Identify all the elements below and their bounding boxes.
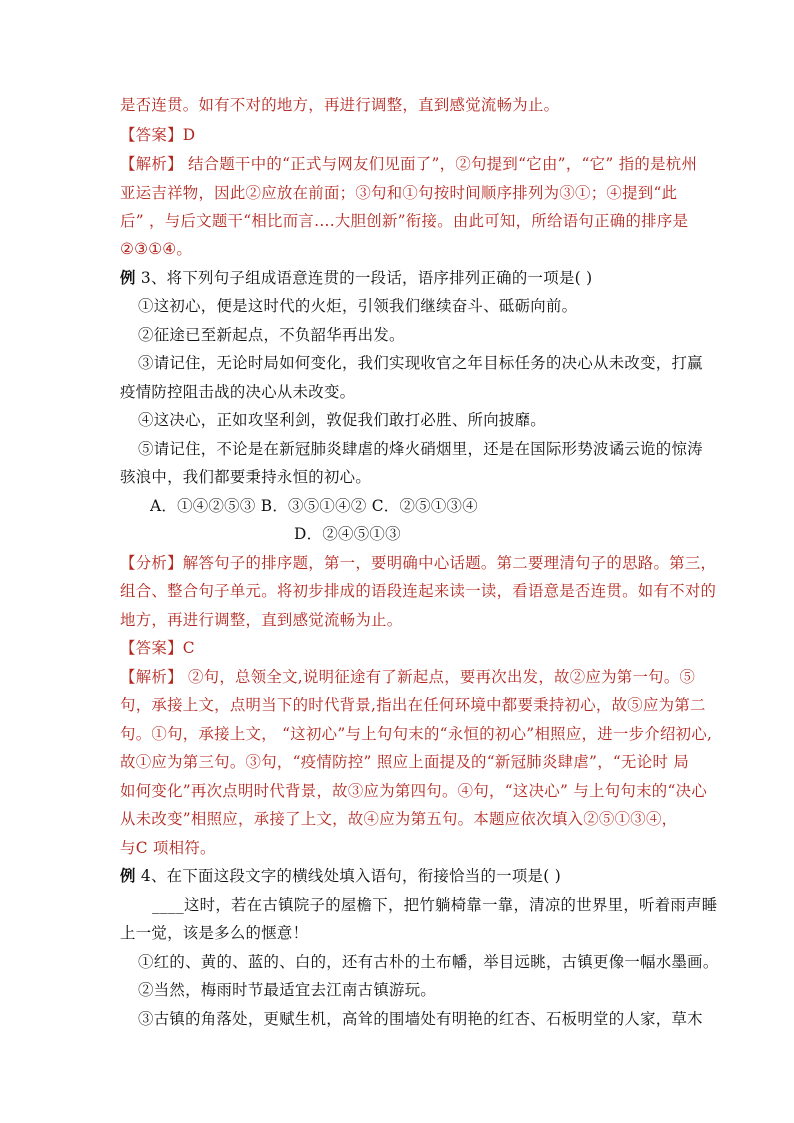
example-label: 例 [120,867,136,885]
passage-line: 上一觉，该是多么的惬意！ [120,924,309,942]
sentence-line: 骇浪中，我们都要秉持永恒的初心。 [120,468,372,486]
jiexi-line: 如何变化”再次点明时代背景，故③应为第四句。④句，“这决心” 与上句句末的“决心 [120,782,708,800]
passage-line: ____这时，若在古镇院子的屋檐下，把竹躺椅靠一靠，清凉的世界里，听着雨声睡 [152,896,718,914]
example-label: 例 [120,269,136,287]
answer-line: 【答案】D [120,126,196,144]
question-line [120,866,561,886]
sentence-line: ④这决心，正如攻坚利剑，敦促我们敢打必胜、所向披靡。 [138,411,546,429]
jiexi-line: 句，承接上文，点明当下的时代背景,指出在任何环境中都要秉持初心，故⑤应为第二 [120,696,706,714]
sentence-line: 疫情防控阻击战的决心从未改变。 [120,383,356,401]
fenxi-line: 【分析】解答句子的排序题，第一，要明确中心话题。第二要理清句子的思路。第三， [120,554,717,572]
sentence-line: ③古镇的角落处，更赋生机，高耸的围墙处有明艳的红杏、石板明堂的人家，草木 [138,1010,703,1028]
answer-line: 【答案】C [120,639,195,657]
jiexi-line: 故①应为第三句。③句，“疫情防控” 照应上面提及的“新冠肺炎肆虐”，“无论时 局 [120,753,690,771]
options-line: A．①④②⑤③ B．③⑤①④② C．②⑤①③④ [150,497,478,515]
jiexi-line: 句。①句，承接上文， “这初心”与上句句末的“永恒的初心”相照应，进一步介绍初心, [120,725,713,743]
sentence-line: ①红的、黄的、蓝的、白的，还有古朴的土布幡，举目远眺，古镇更像一幅水墨画。 [138,953,719,971]
jiexi-line: 亚运吉祥物，因此②应放在前面；③句和①句按时间顺序排列为③①；④提到“此 [120,184,678,202]
jiexi-line: 【解析】 结合题干中的“正式与网友们见面了”，②句提到“它由”，“它” 指的是杭州 [120,155,698,173]
fenxi-line: 组合、整合句子单元。将初步排成的语段连起来读一读，看语意是否连贯。如有不对的 [120,582,717,600]
question-line [120,268,592,288]
jiexi-line: 【解析】 ②句，总领全文,说明征途有了新起点，要再次出发，故②应为第一句。⑤ [120,668,696,686]
question-text: 4、在下面这段文字的横线处填入语句，衔接恰当的一项是( ) [135,867,562,885]
jiexi-line: 后” ，与后文题干“相比而言....大胆创新”衔接。由此可知，所给语句正确的排序是 [120,212,689,230]
jiexi-line: ②③①④。 [120,240,193,258]
fenxi-line: 地方，再进行调整，直到感觉流畅为止。 [120,611,403,629]
jiexi-line: 从未改变”相照应，承接了上文，故④应为第五句。本题应依次填入②⑤①③④， [120,810,678,828]
analysis-end-line: 是否连贯。如有不对的地方，再进行调整，直到感觉流畅为止。 [120,96,560,114]
sentence-line: ②征途已至新起点，不负韶华再出发。 [138,326,405,344]
options-line: D．②④⑤①③ [294,525,401,543]
sentence-line: ②当然，梅雨时节最适宜去江南古镇游玩。 [138,981,437,999]
sentence-line: ⑤请记住，不论是在新冠肺炎肆虐的烽火硝烟里，还是在国际形势波谲云诡的惊涛 [138,440,703,458]
sentence-line: ①这初心，便是这时代的火炬，引领我们继续奋斗、砥砺向前。 [138,297,578,315]
sentence-line: ③请记住，无论时局如何变化，我们实现收官之年目标任务的决心从未改变，打赢 [138,354,703,372]
jiexi-line: 与C 项相符。 [120,839,216,857]
question-text: 3、将下列句子组成语意连贯的一段话，语序排列正确的一项是( ) [135,269,593,287]
